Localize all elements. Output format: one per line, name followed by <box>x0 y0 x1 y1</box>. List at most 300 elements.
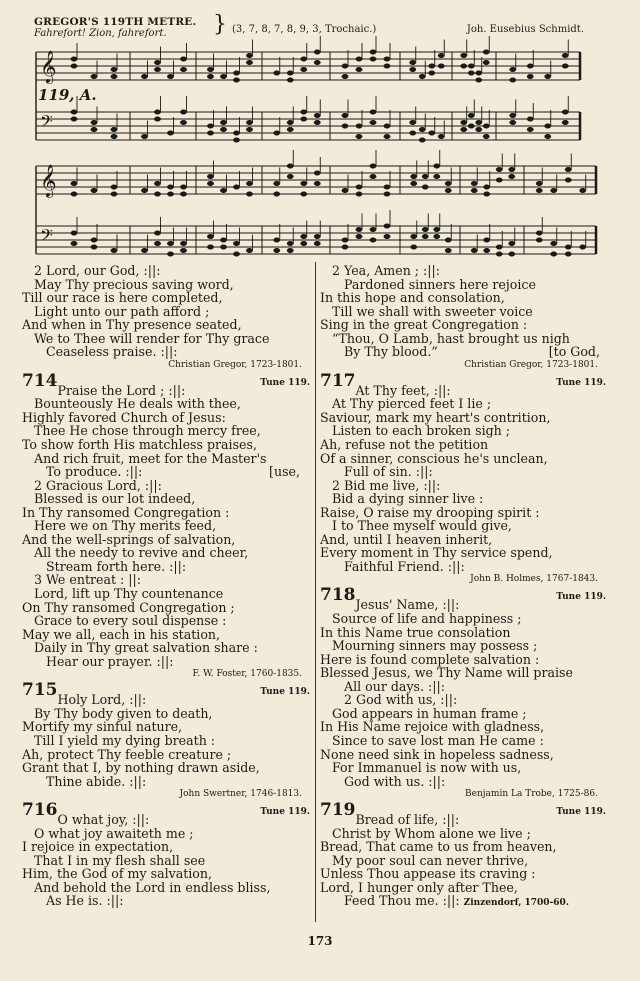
note-head <box>246 181 252 186</box>
note-head <box>476 120 482 125</box>
note-head <box>111 248 117 253</box>
verse-line: At Thy feet, :||: <box>355 382 451 398</box>
note-head <box>233 241 239 246</box>
note-head <box>565 245 571 250</box>
note-head <box>287 174 293 179</box>
note-head <box>274 192 280 197</box>
note-head <box>301 57 307 62</box>
note-head <box>301 192 307 197</box>
author-credit: F. W. Foster, 1760-1835. <box>192 669 302 680</box>
note-head <box>536 181 542 186</box>
note-head <box>461 53 467 58</box>
verse-line: That I in my flesh shall see <box>34 852 206 868</box>
note-head <box>71 181 77 186</box>
verse-line: Saviour, mark my heart's contrition, <box>320 409 551 425</box>
verse-line: Bounteously He deals with thee, <box>34 396 241 412</box>
verse-line <box>320 894 606 911</box>
note-head <box>580 188 586 193</box>
note-head <box>246 248 252 253</box>
verse-line: To show forth His matchless praises, <box>22 437 257 453</box>
tune-reference: Tune 119. <box>556 377 606 388</box>
verse-line: And when in Thy presence seated, <box>22 317 242 333</box>
verse-line: Of a sinner, conscious he's unclean, <box>320 450 548 466</box>
bass-clef-icon: 𝄢 <box>40 111 53 135</box>
note-head <box>422 227 428 232</box>
verse-line: 2 Lord, our God, :||: <box>34 263 161 278</box>
note-head <box>509 252 515 257</box>
note-head <box>384 192 390 197</box>
note-head <box>356 227 362 232</box>
author-credit: John B. Holmes, 1767-1843. <box>470 574 598 585</box>
note-head <box>536 238 542 243</box>
note-head <box>536 188 542 193</box>
note-head <box>438 53 444 58</box>
note-head <box>233 185 239 190</box>
note-head <box>461 64 467 69</box>
note-head <box>370 50 376 55</box>
note-head <box>233 138 239 143</box>
verse-line: Praise the Lord ; :||: <box>57 382 186 398</box>
note-head <box>527 64 533 69</box>
note-head <box>422 234 428 239</box>
note-head <box>384 124 390 129</box>
note-head <box>411 181 417 186</box>
note-head <box>111 74 117 79</box>
note-head <box>167 131 173 136</box>
note-head <box>527 74 533 79</box>
note-head <box>510 120 516 125</box>
note-head <box>180 248 186 253</box>
note-head <box>551 241 557 246</box>
note-head <box>419 138 425 143</box>
note-head <box>370 164 376 169</box>
verse-line-text: Feed Thou me. :||: <box>344 893 460 909</box>
note-head <box>565 178 571 183</box>
note-head <box>562 64 568 69</box>
note-head <box>461 120 467 125</box>
verse-line: Ceaseless praise. :||: <box>46 344 178 360</box>
note-head <box>180 185 186 190</box>
hymn-number: 719 <box>320 800 356 821</box>
verse-line: Every moment in Thy service spend, <box>320 545 553 561</box>
note-head <box>370 120 376 125</box>
note-head <box>484 192 490 197</box>
note-head <box>314 241 320 246</box>
verse-line: “Thou, O Lamb, hast brought us nigh <box>332 330 570 346</box>
note-head <box>496 252 502 257</box>
note-head <box>314 60 320 65</box>
note-head <box>471 188 477 193</box>
note-head <box>410 60 416 65</box>
note-head <box>246 120 252 125</box>
verse-line: O what joy awaiteth me ; <box>34 825 194 841</box>
note-head <box>342 188 348 193</box>
note-head <box>154 181 160 186</box>
verse-line: Bread of life, :||: <box>355 812 460 828</box>
note-head <box>411 234 417 239</box>
verse-line: 3 We entreat : ||: <box>34 572 142 588</box>
verse-line: Listen to each broken sigh ; <box>332 423 511 439</box>
note-head <box>476 78 482 83</box>
verse-line: Mortify my sinful nature, <box>22 719 183 735</box>
note-head <box>496 245 502 250</box>
note-head <box>510 78 516 83</box>
note-head <box>445 248 451 253</box>
note-head <box>91 74 97 79</box>
note-head <box>274 71 280 76</box>
verse-line: 2 Bid me live, :||: <box>332 477 441 493</box>
note-head <box>220 245 226 250</box>
note-head <box>314 234 320 239</box>
verse-line: In Thy ransomed Congregation : <box>22 504 230 520</box>
note-head <box>91 127 97 132</box>
note-head <box>342 64 348 69</box>
verse-line: And, until I heaven inherit, <box>320 531 493 547</box>
note-head <box>301 234 307 239</box>
verse-line: Ah, refuse not the petition <box>320 437 489 453</box>
hymn-number: 717 <box>320 370 356 391</box>
note-head <box>71 110 77 115</box>
note-head <box>246 53 252 58</box>
tune-reference: Tune 119. <box>556 807 606 818</box>
note-head <box>356 234 362 239</box>
note-head <box>438 134 444 139</box>
note-head <box>287 78 293 83</box>
hymn-714 <box>22 371 310 680</box>
note-head <box>301 241 307 246</box>
verse-line: Till our race is here completed, <box>22 290 223 306</box>
note-head <box>483 124 489 129</box>
note-head <box>410 120 416 125</box>
verse-line: Full of sin. :||: <box>344 464 433 480</box>
note-head <box>471 248 477 253</box>
verse-line: All the needy to revive and cheer, <box>34 545 249 561</box>
note-head <box>434 227 440 232</box>
note-head <box>154 231 160 236</box>
note-head <box>141 134 147 139</box>
verse-line: Since to save lost man He came : <box>332 732 544 748</box>
note-head <box>314 171 320 176</box>
note-head <box>471 181 477 186</box>
note-head <box>483 60 489 65</box>
note-head <box>167 192 173 197</box>
verse-line: Source of life and happiness ; <box>332 611 522 627</box>
note-head <box>434 234 440 239</box>
note-head <box>71 241 77 246</box>
verse-line-text: By Thy blood.” <box>344 344 438 360</box>
note-head <box>468 113 474 118</box>
note-head <box>220 238 226 243</box>
note-head <box>233 78 239 83</box>
note-head <box>246 192 252 197</box>
tune-number: 119, A. <box>38 86 97 104</box>
note-head <box>545 134 551 139</box>
author-credit: Christian Gregor, 1723-1801. <box>168 359 302 370</box>
note-head <box>483 50 489 55</box>
verse-line: 2 Yea, Amen ; :||: <box>332 263 441 278</box>
note-head <box>342 238 348 243</box>
hymn-715 <box>22 680 310 800</box>
note-head <box>510 113 516 118</box>
brace-glyph: } <box>213 12 227 37</box>
note-head <box>167 241 173 246</box>
note-head <box>384 185 390 190</box>
verse-line-overflow: [use, <box>269 464 300 480</box>
note-head <box>287 241 293 246</box>
note-head <box>342 74 348 79</box>
note-head <box>496 178 502 183</box>
note-head <box>314 120 320 125</box>
note-head <box>545 124 551 129</box>
verse-line: Till we shall with sweeter voice <box>332 303 533 319</box>
note-head <box>233 252 239 257</box>
tune-subtitle: Fahrefort! Zion, fahrefort. <box>34 28 167 39</box>
note-head <box>356 67 362 72</box>
note-head <box>91 188 97 193</box>
note-head <box>384 224 390 229</box>
verse-line: As He is. :||: <box>46 893 124 909</box>
verse-line: Bread, That came to us from heaven, <box>320 839 557 855</box>
note-head <box>356 57 362 62</box>
verse-line: For Immanuel is now with us, <box>332 760 522 776</box>
note-head <box>429 131 435 136</box>
verse-line: Stream forth here. :||: <box>46 558 187 574</box>
note-head <box>445 181 451 186</box>
verse-line: O what joy, :||: <box>57 812 150 828</box>
verse-line <box>320 345 606 359</box>
note-head <box>314 50 320 55</box>
note-head <box>314 181 320 186</box>
verse-line: Him, the God of my salvation, <box>22 866 213 882</box>
note-head <box>484 185 490 190</box>
note-head <box>287 164 293 169</box>
verse-line: My poor soul can never thrive, <box>332 852 529 868</box>
treble-clef-icon: 𝄞 <box>40 50 57 83</box>
note-head <box>141 188 147 193</box>
hymn-number: 716 <box>22 800 58 821</box>
note-head <box>111 134 117 139</box>
hymn-716-verse-2 <box>320 264 606 371</box>
verse-line: Pardoned sinners here rejoice <box>344 276 536 292</box>
verse-line: Raise, O raise my drooping spirit : <box>320 504 540 520</box>
note-head <box>527 127 533 132</box>
verse-line: 2 Gracious Lord, :||: <box>34 477 162 493</box>
note-head <box>438 64 444 69</box>
note-head <box>111 67 117 72</box>
verse-line: Blessed is our lot indeed, <box>34 491 196 507</box>
hymn-number: 718 <box>320 585 356 606</box>
note-head <box>445 188 451 193</box>
note-head <box>180 110 186 115</box>
note-head <box>562 53 568 58</box>
note-head <box>384 64 390 69</box>
note-head <box>461 127 467 132</box>
note-head <box>246 60 252 65</box>
note-head <box>180 241 186 246</box>
note-head <box>565 252 571 257</box>
note-head <box>468 64 474 69</box>
verse-line: Here we on Thy merits feed, <box>34 518 217 534</box>
note-head <box>468 124 474 129</box>
note-head <box>419 127 425 132</box>
verse-line: Ah, protect Thy feeble creature ; <box>22 746 232 762</box>
note-head <box>476 71 482 76</box>
verse-line: Holy Lord, :||: <box>57 692 147 708</box>
hymn-number: 715 <box>22 680 58 701</box>
verse-line: Christ by Whom alone we live ; <box>332 825 531 841</box>
note-head <box>91 120 97 125</box>
author-credit: John Swertner, 1746-1813. <box>179 789 302 800</box>
verse-line: Blessed Jesus, we Thy Name will praise <box>320 665 573 681</box>
note-head <box>580 245 586 250</box>
verse-line: And the well-springs of salvation, <box>22 531 236 547</box>
note-head <box>342 113 348 118</box>
note-head <box>180 57 186 62</box>
author-credit: Benjamin La Trobe, 1725-86. <box>465 789 598 800</box>
note-head <box>207 174 213 179</box>
hymn-718 <box>320 585 606 800</box>
verse-line: None need sink in hopeless sadness, <box>320 746 554 762</box>
author-credit: Christian Gregor, 1723-1801. <box>464 359 598 370</box>
treble-clef-icon: 𝄞 <box>40 164 57 197</box>
note-head <box>483 134 489 139</box>
verse-line: Here is found complete salvation : <box>320 651 540 667</box>
verse-line: In this Name true consolation <box>320 624 511 640</box>
verse-line: Hear our prayer. :||: <box>46 653 174 669</box>
verse-line: And behold the Lord in endless bliss, <box>34 879 271 895</box>
verse-line: In His Name rejoice with gladness, <box>320 719 545 735</box>
verse-line: Sing in the great Congregation : <box>320 317 528 333</box>
note-head <box>287 120 293 125</box>
note-head <box>314 113 320 118</box>
verse-line: Highly favored Church of Jesus: <box>22 409 226 425</box>
verse-line: Thee He chose through mercy free, <box>34 423 261 439</box>
verse-line: We to Thee will render for Thy grace <box>34 330 270 346</box>
note-head <box>429 71 435 76</box>
note-head <box>370 110 376 115</box>
note-head <box>527 117 533 122</box>
metre-label: (3, 7, 8, 7, 8, 9, 3, Trochaic.) <box>232 24 377 35</box>
note-head <box>562 110 568 115</box>
verse-line: Mourning sinners may possess ; <box>332 638 538 654</box>
note-head <box>141 74 147 79</box>
note-head <box>356 185 362 190</box>
note-head <box>111 185 117 190</box>
note-head <box>71 192 77 197</box>
note-head <box>180 120 186 125</box>
note-head <box>180 192 186 197</box>
note-head <box>207 234 213 239</box>
verse-line: Daily in Thy great salvation share : <box>34 640 258 656</box>
note-head <box>233 71 239 76</box>
note-head <box>207 124 213 129</box>
note-head <box>301 67 307 72</box>
note-head <box>509 241 515 246</box>
right-column <box>320 264 606 911</box>
note-head <box>370 238 376 243</box>
note-head <box>207 245 213 250</box>
verse-line: May Thy precious saving word, <box>34 276 234 292</box>
note-head <box>411 245 417 250</box>
verse-line: Lord, I hunger only after Thee, <box>320 879 518 895</box>
note-head <box>111 192 117 197</box>
verse-line: God appears in human frame ; <box>332 705 527 721</box>
note-head <box>71 231 77 236</box>
note-head <box>565 167 571 172</box>
note-head <box>419 74 425 79</box>
note-head <box>410 67 416 72</box>
note-head <box>154 241 160 246</box>
note-head <box>274 181 280 186</box>
verse-line: I to Thee myself would give, <box>332 518 512 534</box>
note-head <box>287 127 293 132</box>
note-head <box>484 248 490 253</box>
note-head <box>370 57 376 62</box>
note-head <box>220 127 226 132</box>
verse-line: Light unto our path afford ; <box>34 303 210 319</box>
composer-name: Joh. Eusebius Schmidt. <box>466 24 584 35</box>
verse-line: In this hope and consolation, <box>320 290 505 306</box>
note-head <box>410 131 416 136</box>
note-head <box>356 192 362 197</box>
note-head <box>510 67 516 72</box>
verse-line: Grace to every soul dispense : <box>34 613 227 629</box>
verse-line: On Thy ransomed Congregation ; <box>22 599 235 615</box>
verse-line: By Thy body given to death, <box>34 705 213 721</box>
note-head <box>301 110 307 115</box>
verse-line: I rejoice in expectation, <box>22 839 174 855</box>
note-head <box>509 167 515 172</box>
music-score <box>0 0 640 262</box>
note-head <box>468 71 474 76</box>
note-head <box>476 127 482 132</box>
note-head <box>180 67 186 72</box>
note-head <box>91 245 97 250</box>
note-head <box>509 174 515 179</box>
note-head <box>111 127 117 132</box>
verse-line-overflow: [to God, <box>548 344 600 360</box>
note-head <box>246 127 252 132</box>
note-head <box>207 74 213 79</box>
page-number: 173 <box>307 934 333 948</box>
verse-line: Lord, lift up Thy countenance <box>34 586 224 602</box>
column-divider <box>315 262 316 922</box>
hymn-number: 714 <box>22 370 58 391</box>
note-head <box>384 134 390 139</box>
note-head <box>445 238 451 243</box>
note-head <box>301 117 307 122</box>
verse-line: At Thy pierced feet I lie ; <box>332 396 492 412</box>
note-head <box>91 238 97 243</box>
note-head <box>551 252 557 257</box>
note-head <box>274 131 280 136</box>
note-head <box>551 188 557 193</box>
note-head <box>154 117 160 122</box>
tune-reference: Tune 119. <box>556 592 606 603</box>
verse-line-text: To produce. :||: <box>46 464 143 480</box>
verse-line: Unless Thou appease its craving : <box>320 866 536 882</box>
note-head <box>562 120 568 125</box>
note-head <box>274 248 280 253</box>
note-head <box>411 174 417 179</box>
note-head <box>154 110 160 115</box>
note-head <box>484 238 490 243</box>
note-head <box>233 131 239 136</box>
note-head <box>220 120 226 125</box>
verse-line: Bid a dying sinner live : <box>332 491 484 507</box>
note-head <box>141 248 147 253</box>
tune-reference: Tune 119. <box>260 807 310 818</box>
